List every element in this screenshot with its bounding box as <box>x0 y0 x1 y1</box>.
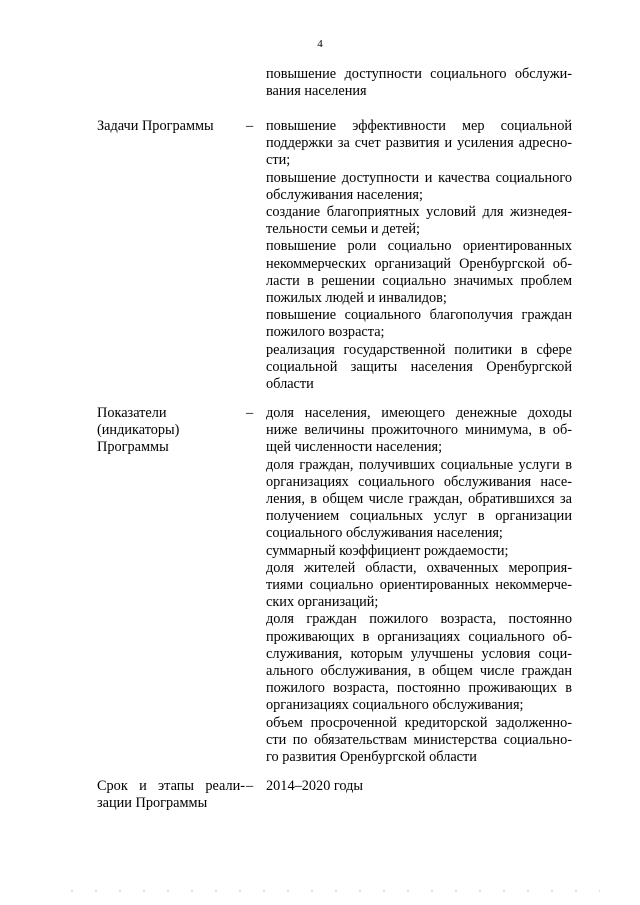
continuation-line: вания населения <box>266 83 367 100</box>
row-dash: – <box>246 778 254 794</box>
row-body <box>266 405 572 766</box>
scan-artifact-strip <box>60 888 600 894</box>
list-item: доля жителей области, охваченных мероприя-тиями социально ориентированных некоммерче-ских организаций; <box>266 559 572 611</box>
list-item: повышение доступности и качества социального обслуживания населения; <box>266 169 572 203</box>
row-body <box>266 778 572 795</box>
list-item: доля граждан пожилого возраста, постоянно проживающих в организациях социального об-служивания, которым улучшены условия соци-ального обслуживания, в общем числе граждан пожилого возраста, постоянно проживающих в организациях социального обслуживания; <box>266 611 572 714</box>
row-dash: – <box>246 405 254 421</box>
list-item: суммарный коэффициент рождаемости; <box>266 542 509 559</box>
list-item: доля граждан, получивших социальные услуги в организациях социального обслуживания насе-ления, в общем числе граждан, обратившихся за получением социальных услуг в организации социального обслуживания населения; <box>266 456 572 542</box>
row-body <box>266 118 572 393</box>
list-item: доля населения, имеющего денежные доходы ниже величины прожиточного минимума, в об-щей численности населения; <box>266 405 572 456</box>
list-item: объем просроченной кредиторской задолженно-сти по обязательствам министерства социально-го развития Оренбургской области <box>266 714 572 766</box>
list-item: 2014–2020 годы <box>266 778 364 794</box>
list-item: повышение социального благополучия граждан пожилого возраста; <box>266 307 572 341</box>
list-item: создание благоприятных условий для жизнедея-тельности семьи и детей; <box>266 204 572 238</box>
row-label: Задачи Программы <box>97 118 214 134</box>
list-item: повышение роли социально ориентированных некоммерческих организаций Оренбургской об-ласти в решении социально значимых проблем пожилых людей и инвалидов; <box>266 238 572 307</box>
row-label: Показатели (индикаторы) Программы <box>97 405 180 456</box>
row-label: Срок и этапы реали-зации Программы <box>97 778 245 812</box>
list-item: повышение эффективности мер социальной поддержки за счет развития и усиления адресно-сти; <box>266 118 572 169</box>
page-number: 4 <box>317 38 323 50</box>
row-dash: – <box>246 118 254 134</box>
continuation-line: повышение доступности социального обслужи- <box>266 66 572 82</box>
continuation-text <box>266 66 572 100</box>
list-item: реализация государственной политики в сфере социальной защиты населения Оренбургской области <box>266 341 572 393</box>
